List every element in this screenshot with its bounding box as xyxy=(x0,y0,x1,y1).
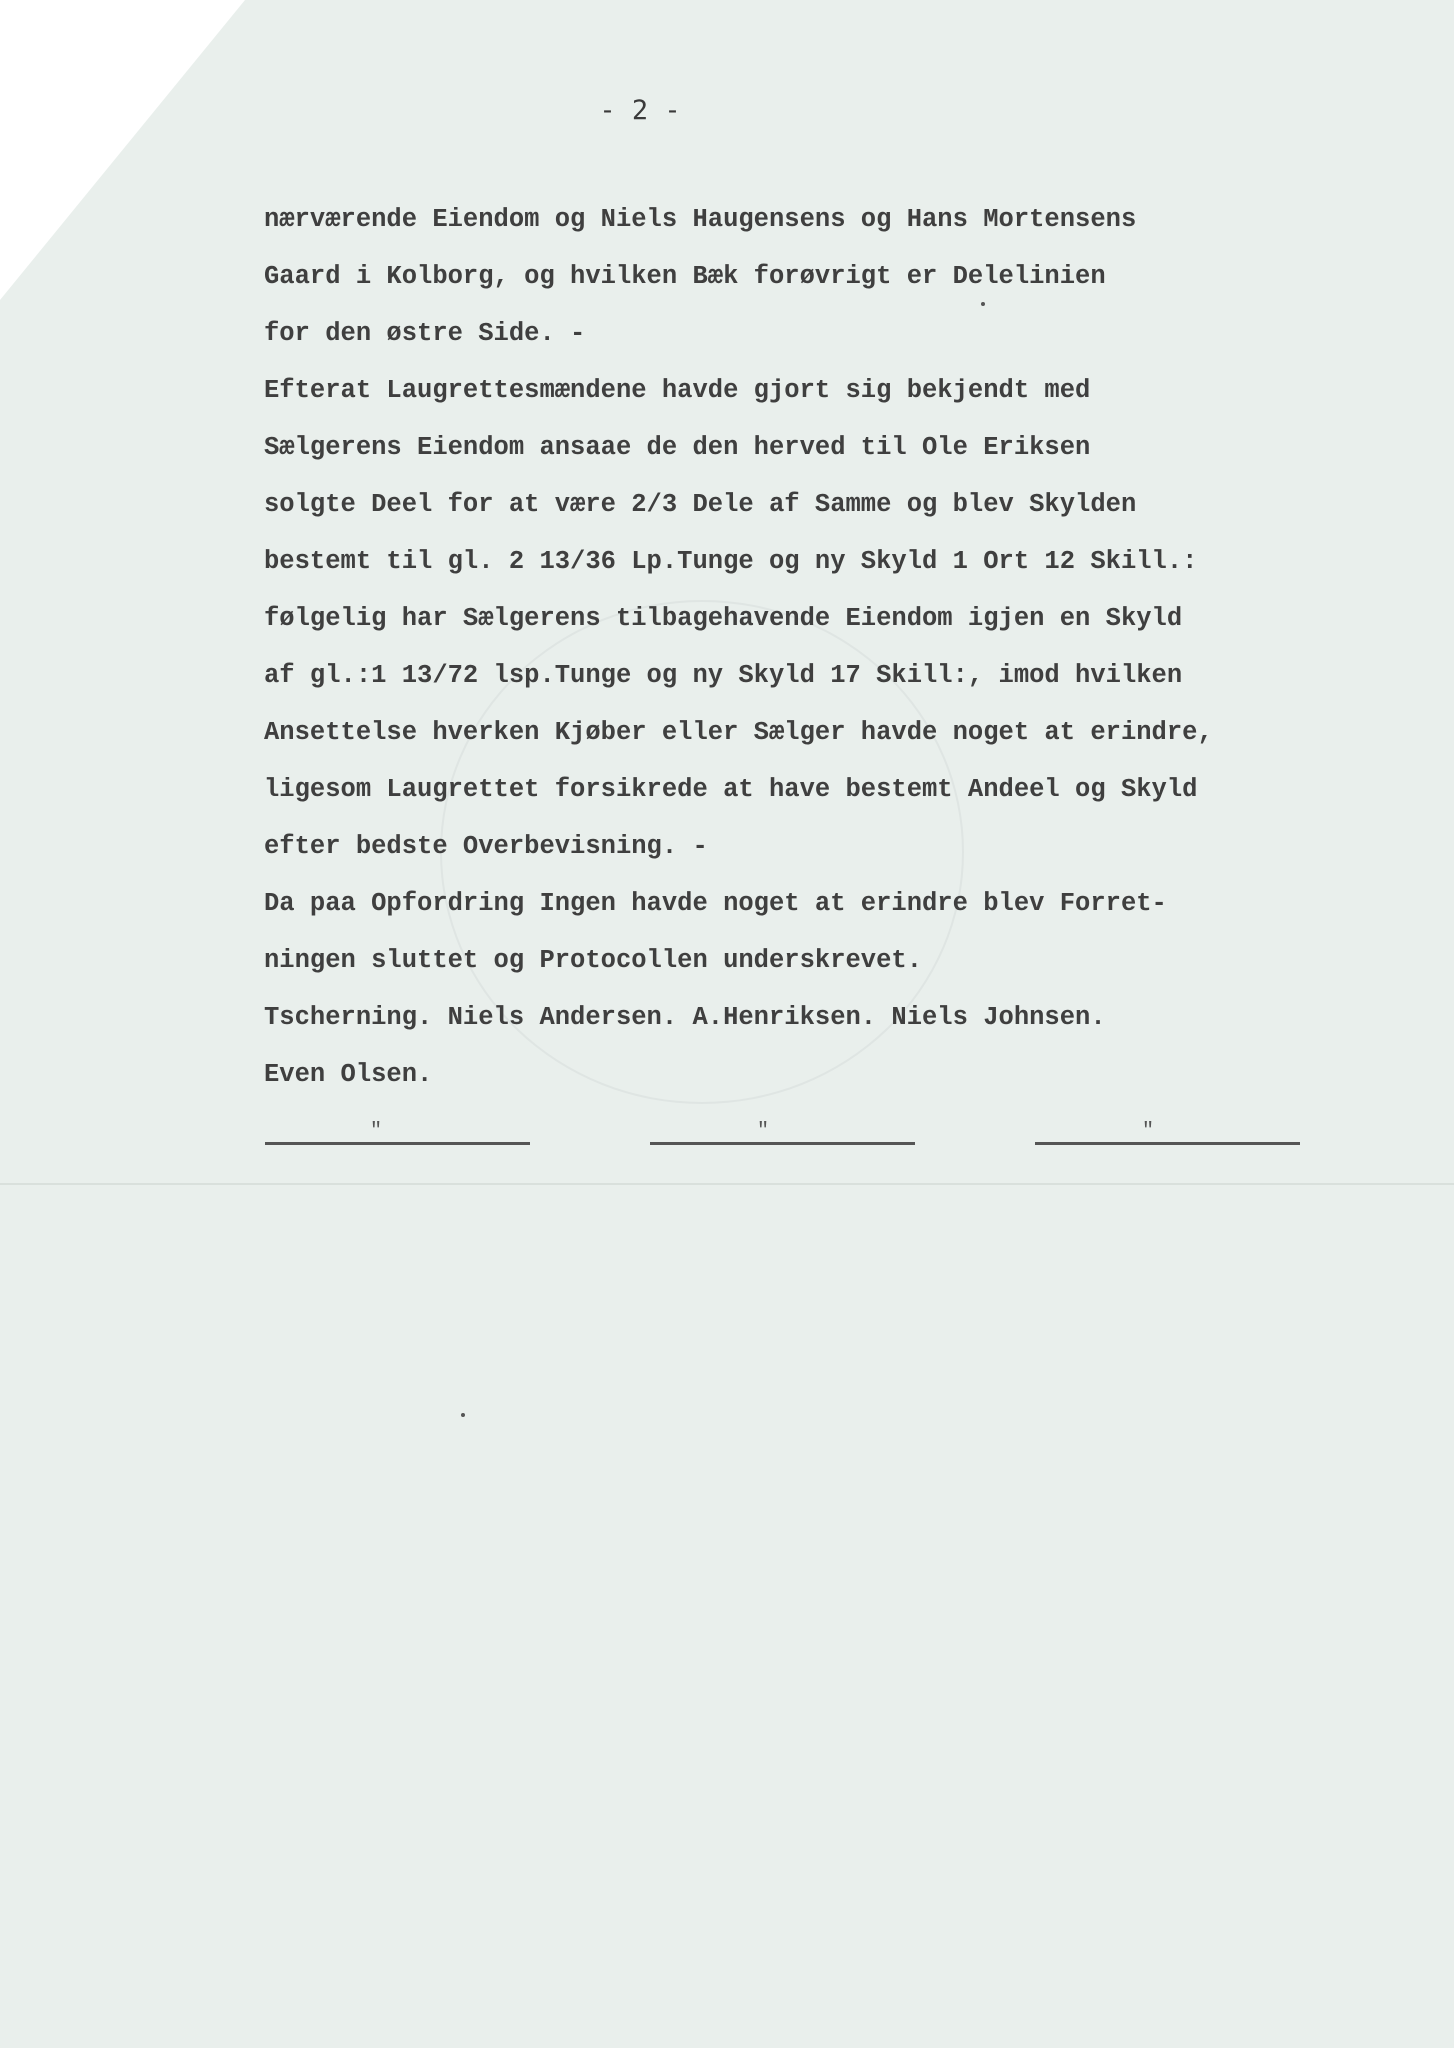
ink-speck xyxy=(461,1413,465,1417)
text-line: Efterat Laugrettesmændene havde gjort sig bekjendt med xyxy=(264,376,1091,405)
text-line: Sælgerens Eiendom ansaae de den herved til Ole Eriksen xyxy=(264,433,1091,462)
text-line: Da paa Opfordring Ingen havde noget at erindre blev Forret- xyxy=(264,889,1167,918)
ditto-mark: " xyxy=(757,1120,770,1143)
text-line: Gaard i Kolborg, og hvilken Bæk forøvrigt er Delelinien xyxy=(264,262,1106,291)
signature-line xyxy=(650,1142,915,1145)
signature-line xyxy=(1035,1142,1300,1145)
text-line: solgte Deel for at være 2/3 Dele af Samme og blev Skylden xyxy=(264,490,1137,519)
ditto-mark: " xyxy=(370,1120,383,1143)
text-line: bestemt til gl. 2 13/36 Lp.Tunge og ny Skyld 1 Ort 12 Skill.: xyxy=(264,547,1198,576)
text-line: Tscherning. Niels Andersen. A.Henriksen. Niels Johnsen. xyxy=(264,1003,1106,1032)
signature-line xyxy=(265,1142,530,1145)
text-line: følgelig har Sælgerens tilbagehavende Eiendom igjen en Skyld xyxy=(264,604,1183,633)
text-line: ningen sluttet og Protocollen underskrevet. xyxy=(264,946,923,975)
ink-speck xyxy=(981,302,985,306)
document-body xyxy=(264,191,1404,1103)
text-line: Even Olsen. xyxy=(264,1060,433,1089)
text-line: nærværende Eiendom og Niels Haugensens og Hans Mortensens xyxy=(264,205,1137,234)
text-line: Ansettelse hverken Kjøber eller Sælger havde noget at erindre, xyxy=(264,718,1213,747)
signature-row xyxy=(0,1120,1454,1150)
text-line: for den østre Side. - xyxy=(264,319,586,348)
fold-line xyxy=(0,1183,1454,1185)
page-number: - 2 - xyxy=(599,95,681,126)
text-line: af gl.:1 13/72 lsp.Tunge og ny Skyld 17 Skill:, imod hvilken xyxy=(264,661,1183,690)
text-line: ligesom Laugrettet forsikrede at have bestemt Andeel og Skyld xyxy=(264,775,1198,804)
text-line: efter bedste Overbevisning. - xyxy=(264,832,708,861)
ditto-mark: " xyxy=(1142,1120,1155,1143)
